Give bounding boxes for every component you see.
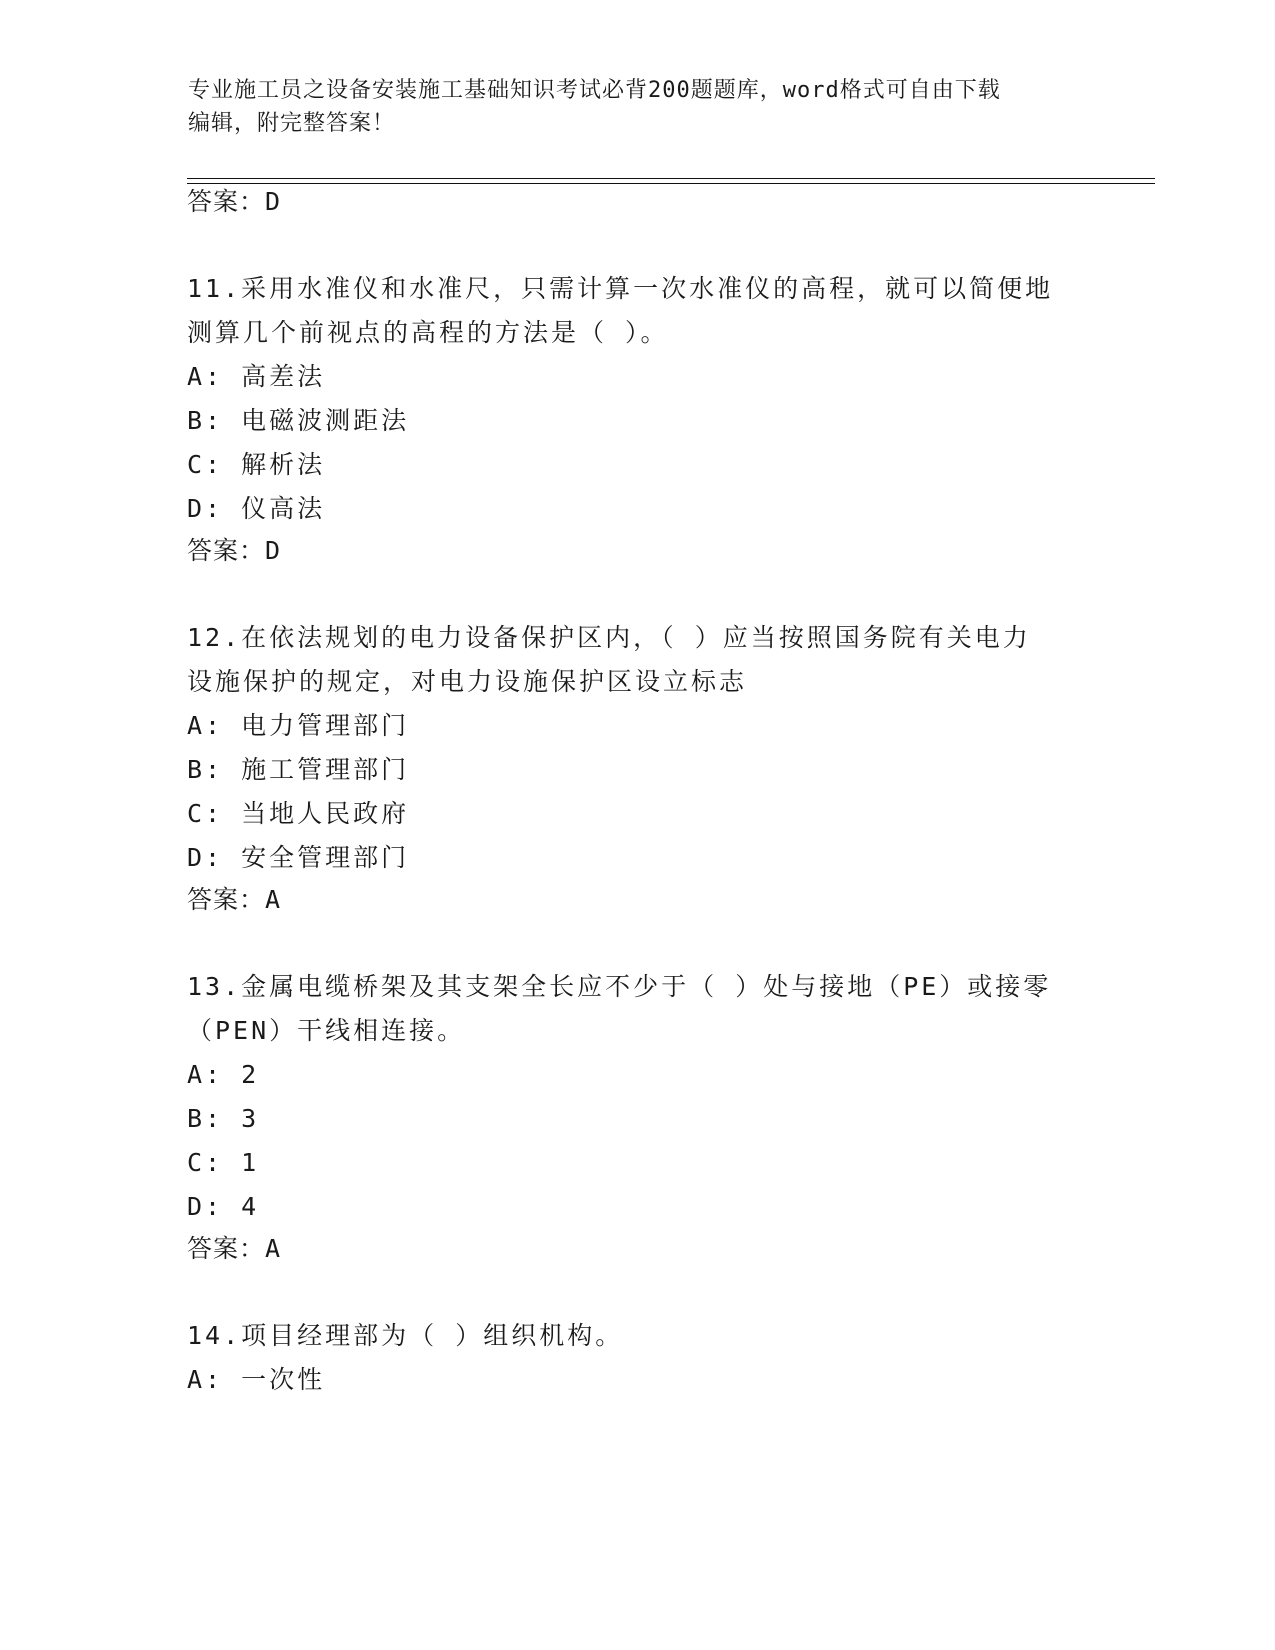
- option-b: B: 施工管理部门: [187, 755, 410, 784]
- answer-label: 答案：: [187, 536, 266, 565]
- question-answer: [187, 1234, 281, 1264]
- question-stem-line1: 13.金属电缆桥架及其支架全长应不少于（ ）处与接地（PE）或接零: [187, 972, 1052, 1001]
- header-title-line1: 专业施工员之设备安装施工基础知识考试必背200题题库，word格式可自由下载: [188, 78, 1001, 103]
- header-title-line2: 编辑，附完整答案！: [188, 111, 396, 136]
- option-a: A: 高差法: [187, 362, 326, 391]
- prev-answer: [187, 187, 281, 217]
- option-c: C: 当地人民政府: [187, 799, 410, 828]
- header-rule-top: [187, 178, 1155, 179]
- answer-label: 答案：: [187, 187, 266, 216]
- option-b: B: 电磁波测距法: [187, 406, 410, 435]
- answer-value: A: [265, 1234, 282, 1263]
- question-stem-line2: 设施保护的规定，对电力设施保护区设立标志: [187, 667, 748, 696]
- option-d: D: 安全管理部门: [187, 843, 410, 872]
- question-stem-line1: 14.项目经理部为（ ）组织机构。: [187, 1321, 624, 1350]
- answer-value: D: [265, 187, 282, 216]
- answer-label: 答案：: [187, 1234, 266, 1263]
- question-stem-line1: 11.采用水准仪和水准尺，只需计算一次水准仪的高程，就可以简便地: [187, 274, 1054, 303]
- question-stem-line2: 测算几个前视点的高程的方法是（ ）。: [187, 318, 669, 347]
- question-stem-line1: 12.在依法规划的电力设备保护区内，（ ）应当按照国务院有关电力: [187, 623, 1031, 652]
- option-c: C: 解析法: [187, 450, 326, 479]
- option-d: D: 仪高法: [187, 494, 326, 523]
- option-a: A: 一次性: [187, 1365, 326, 1394]
- option-d: D: 4: [187, 1192, 260, 1221]
- question-stem-line2: （PEN）干线相连接。: [187, 1016, 466, 1045]
- question-answer: [187, 536, 281, 566]
- answer-value: D: [265, 536, 282, 565]
- option-a: A: 2: [187, 1060, 260, 1089]
- option-c: C: 1: [187, 1148, 260, 1177]
- option-b: B: 3: [187, 1104, 260, 1133]
- question-answer: [187, 885, 281, 915]
- header-rule-bottom: [187, 183, 1155, 184]
- page-header: [188, 74, 1088, 140]
- answer-value: A: [265, 885, 282, 914]
- answer-label: 答案：: [187, 885, 266, 914]
- option-a: A: 电力管理部门: [187, 711, 410, 740]
